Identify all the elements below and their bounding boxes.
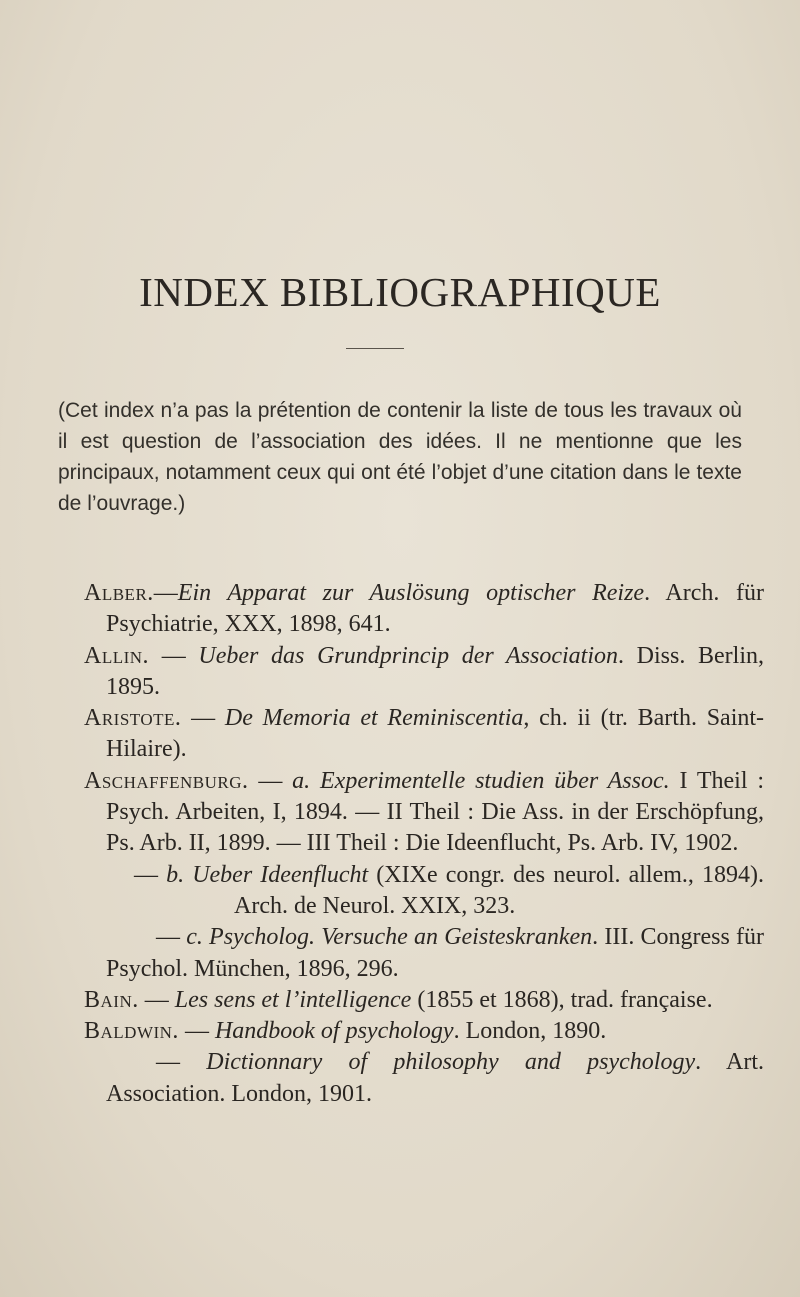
bibliography-entry-baldwin-a	[84, 1016, 764, 1047]
author-name: Baldwin.	[84, 1018, 179, 1045]
work-title: Experimentelle studien über Assoc.	[320, 767, 670, 794]
entry-separator: —	[156, 924, 187, 951]
work-title: Ein Apparat zur Auslösung optischer Reize	[177, 580, 645, 606]
publication-info: . III. Congress für Psychol. München, 1896, 296.	[106, 924, 765, 982]
entry-separator: —	[153, 580, 178, 606]
entry-separator: —	[138, 986, 175, 1013]
publication-info: . Diss. Berlin, 1895.	[106, 642, 765, 700]
author-name: Allin.	[84, 642, 150, 669]
bibliography-entry-aristote	[84, 703, 764, 766]
title-divider	[346, 348, 404, 349]
page-title: INDEX BIBLIOGRAPHIQUE	[139, 269, 661, 315]
publication-info: . Art. Association. London, 1901.	[106, 1049, 764, 1107]
author-name: Aschaffenburg.	[84, 767, 249, 794]
work-title: De Memoria et Reminiscentia	[224, 705, 524, 732]
publication-info: (XIXe congr. des neurol. allem., 1894). Arch. de Neurol. XXIX, 323.	[234, 861, 764, 919]
work-title: Les sens et l’intelligence	[174, 986, 412, 1013]
author-name: Bain.	[84, 986, 139, 1013]
publication-info: I Theil : Psych. Arbeiten, I, 1894. — II Theil : Die Ass. in der Erschöpfung, Ps. Arb. II, 1899. — III Theil : Die Ideenflucht, Ps. Arb. IV, 1902.	[106, 767, 765, 857]
publication-info: (1855 et 1868), trad. française.	[411, 986, 713, 1013]
entry-separator: —	[178, 1018, 215, 1045]
work-title: Ueber Ideenflucht	[192, 861, 369, 888]
publication-info: , ch. ii (tr. Barth. Saint-Hilaire).	[106, 705, 765, 763]
bibliography-entry-alber	[84, 578, 764, 641]
bibliography-entry-bain	[84, 985, 764, 1016]
bibliography-entry-aschaffenburg-c	[84, 922, 764, 985]
bibliography-entry-aschaffenburg-a	[84, 766, 764, 860]
entry-separator: —	[134, 861, 167, 888]
entry-separator: —	[149, 642, 199, 669]
bibliography-entry-aschaffenburg-b	[84, 860, 764, 923]
preface-note: (Cet index n’a pas la prétention de contenir la liste de tous les travaux où il est question de l’association des idées. Il ne mentionne que les principaux, notamment ceux qui ont été l’objet d’une citation dans le texte de l’ouvrage.)	[58, 399, 742, 515]
bibliography-list	[84, 578, 764, 1110]
work-title: Dictionnary of philosophy and psychology	[206, 1049, 696, 1076]
author-name: Alber.	[84, 580, 154, 606]
entry-separator: —	[248, 767, 293, 794]
entry-letter: c.	[186, 924, 210, 951]
publication-info: . Arch. für Psychiatrie, XXX, 1898, 641.	[106, 580, 765, 638]
entry-separator: —	[156, 1049, 207, 1076]
entry-letter: b.	[166, 861, 193, 888]
bibliography-entry-allin	[84, 641, 764, 704]
work-title: Psycholog. Versuche an Geisteskranken	[209, 924, 593, 951]
publication-info: . London, 1890.	[453, 1018, 607, 1045]
bibliography-entry-baldwin-b	[84, 1047, 764, 1110]
work-title: Ueber das Grundprincip der Association	[198, 642, 618, 669]
author-name: Aristote.	[84, 705, 182, 732]
entry-separator: —	[181, 705, 225, 732]
entry-letter: a.	[292, 767, 320, 794]
work-title: Handbook of psychology	[214, 1018, 454, 1045]
